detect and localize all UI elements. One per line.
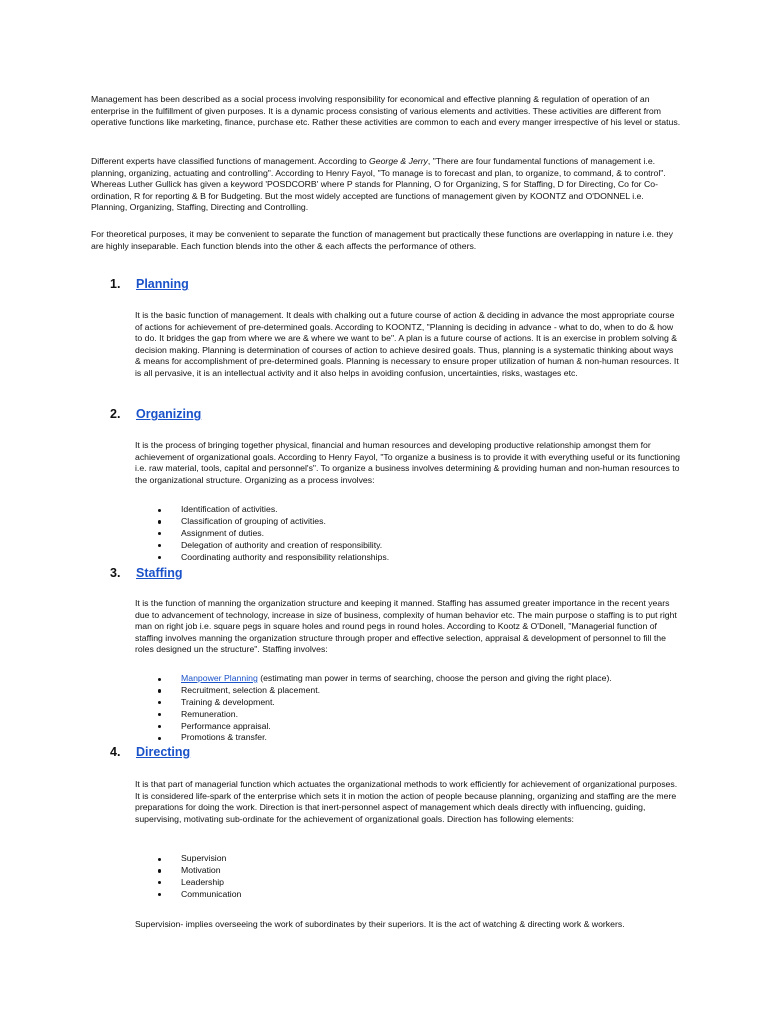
list-item: Assignment of duties.: [153, 528, 389, 540]
bullet-icon: [158, 725, 161, 728]
bullet-icon: [158, 893, 161, 896]
list-item: Promotions & transfer.: [153, 732, 612, 744]
list-item: Communication: [153, 889, 241, 901]
directing-link[interactable]: Directing: [136, 745, 191, 759]
bullet-icon: [158, 509, 161, 512]
organizing-body: It is the process of bringing together physical, financial and human resources and developing productive relationship amongst them for achievement of organizational goals. According to Henry Fayol, "To organize a business is to provide it with everything useful or its functioning i.e. raw material, tools, capital and personnel's". To organize a business involves determining & providing human and non-human resources to the organizational structure. Organizing as a process involves:: [135, 440, 680, 485]
intro-p2-text-a: Different experts have classified functions of management. According to: [91, 156, 369, 166]
list-item: Supervision: [153, 853, 241, 865]
directing-list: [153, 853, 241, 901]
bullet-icon: [158, 869, 161, 872]
section-heading-staffing: [110, 565, 183, 581]
bullet-icon: [158, 689, 161, 692]
list-item: Remuneration.: [153, 709, 612, 721]
section-heading-directing: [110, 744, 190, 760]
list-item: Manpower Planning (estimating man power in terms of searching, choose the person and giving the right place).: [153, 673, 612, 685]
bullet-icon: [158, 701, 161, 704]
section-heading-planning: [110, 276, 189, 292]
intro-paragraph-3: For theoretical purposes, it may be convenient to separate the function of management but practically these functions are overlapping in nature i.e. they are highly inseparable. Each function blends into the other & each affects the performance of others.: [91, 229, 673, 251]
staffing-body: It is the function of manning the organization structure and keeping it manned. Staffing has assumed greater importance in the recent years due to advancement of technology, increase in size of business, complexity of human behavior etc. The main purpose o staffing is to put right man on right job i.e. square pegs in square holes and round pegs in round holes. According to Kootz & O'Donell, "Managerial function of staffing involves manning the organization structure through proper and effective selection, appraisal & development of personnel to fill the roles designed un the structure". Staffing involves:: [135, 598, 677, 655]
directing-body: It is that part of managerial function which actuates the organizational methods to work efficiently for achievement of organizational purposes. It is considered life-spark of the enterprise which sets it in motion the action of people because planning, organizing and staffing are the mere preparations for doing the work. Direction is that inert-personnel aspect of management which deals directly with influencing, guiding, supervising, motivating sub-ordinate for the achievement of organizational goals. Direction has following elements:: [135, 779, 678, 824]
list-item: Recruitment, selection & placement.: [153, 685, 612, 697]
planning-body: It is the basic function of management. It deals with chalking out a future course of action & deciding in advance the most appropriate course of actions for achievement of pre-determined goals. According to KOONTZ, "Planning is deciding in advance - what to do, when to do & how to do. It bridges the gap from where we are & where we want to be". A plan is a future course of actions. It is an exercise in problem solving & decision making. Planning is determination of courses of action to achieve desired goals. Thus, planning is a systematic thinking about ways & means for accomplishment of pre-determined goals. Planning is necessary to ensure proper utilization of human & non-human resources. It is all pervasive, it is an intellectual activity and it also helps in avoiding confusion, uncertainties, risks, wastages etc.: [135, 310, 679, 378]
list-item: Leadership: [153, 877, 241, 889]
section-number: 3.: [110, 566, 121, 580]
intro-p2-text-b: , "There are four fundamental functions of management i.e. planning, organizing, actuating and controlling". According to Henry Fayol, "To manage is to forecast and plan, to organize, to command, & to control". Whereas Luther Gullick has given a keyword 'POSDCORB' where P stands for Planning, O for Organizing, S for Staffing, D for Directing, Co for Co-ordination, R for reporting & B for Budgeting. But the most widely accepted are functions of management given by KOONTZ and O'DONNEL i.e. Planning, Organizing, Staffing, Directing and Controlling.: [91, 156, 666, 213]
section-number: 1.: [110, 277, 121, 291]
bullet-icon: [158, 544, 161, 547]
list-item: Identification of activities.: [153, 504, 389, 516]
bullet-icon: [158, 520, 161, 523]
bullet-icon: [158, 556, 161, 559]
organizing-link[interactable]: Organizing: [136, 407, 202, 421]
list-item: Classification of grouping of activities.: [153, 516, 389, 528]
supervision-paragraph: Supervision- implies overseeing the work of subordinates by their superiors. It is the act of watching & directing work & workers.: [135, 919, 625, 929]
intro-paragraph-2: [91, 156, 681, 214]
staffing-link[interactable]: Staffing: [136, 566, 183, 580]
organizing-list: [153, 504, 389, 563]
bullet-icon: [158, 678, 161, 681]
list-item: Coordinating authority and responsibility relationships.: [153, 552, 389, 564]
section-number: 2.: [110, 407, 121, 421]
staffing-list: [153, 673, 612, 744]
planning-link[interactable]: Planning: [136, 277, 189, 291]
list-item: Training & development.: [153, 697, 612, 709]
bullet-icon: [158, 713, 161, 716]
intro-paragraph-1: Management has been described as a social process involving responsibility for economical and effective planning & regulation of operation of an enterprise in the fulfillment of given purposes. It is a dynamic process consisting of various elements and activities. These activities are different from operative functions like marketing, finance, purchase etc. Rather these activities are common to each and every manger irrespective of his level or status.: [91, 94, 681, 128]
list-item: Motivation: [153, 865, 241, 877]
manpower-planning-link[interactable]: Manpower Planning: [181, 673, 258, 683]
section-number: 4.: [110, 745, 121, 759]
list-item: Delegation of authority and creation of responsibility.: [153, 540, 389, 552]
bullet-icon: [158, 881, 161, 884]
bullet-icon: [158, 858, 161, 861]
intro-p2-italic: George & Jerry: [369, 156, 428, 166]
bullet-icon: [158, 737, 161, 740]
list-item: Performance appraisal.: [153, 721, 612, 733]
bullet-icon: [158, 532, 161, 535]
section-heading-organizing: [110, 406, 201, 422]
